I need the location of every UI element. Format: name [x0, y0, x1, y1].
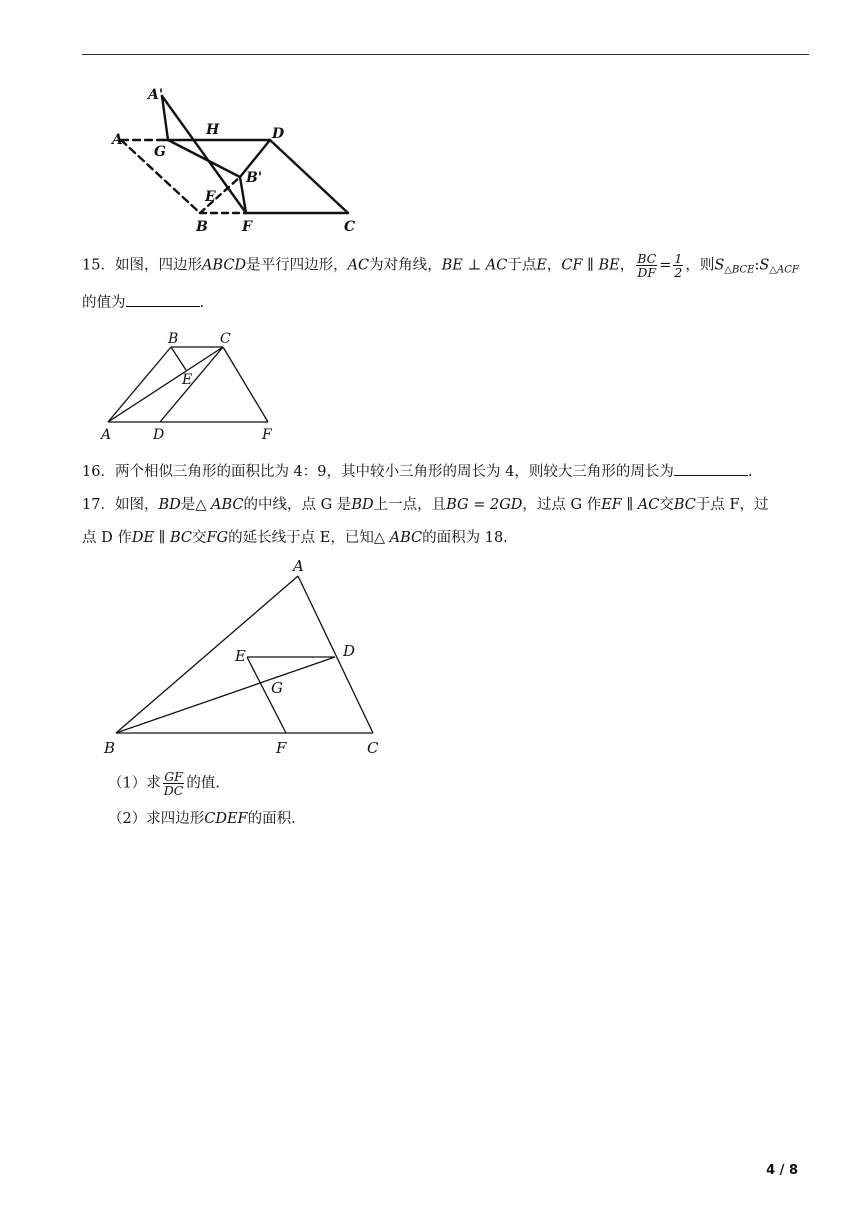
label-c: C	[344, 219, 356, 235]
label-a: A	[112, 132, 123, 148]
label-d: D	[272, 126, 285, 142]
q15-line1: 15．如图，四边形ABCD是平行四边形，AC为对角线，BE ⊥ AC于点E，CF ∥ BE， $\frac{BC}{DF}$ = $\frac{1}{2}$ ，则$S_{\triangle BCE}:S_{\triangle ACF}$	[82, 251, 799, 280]
answer-blank-q15[interactable]	[126, 292, 200, 307]
label-g: G	[271, 679, 283, 697]
answer-blank-q16[interactable]	[674, 461, 748, 476]
label-a-prime: A'	[148, 87, 164, 103]
fraction-bc-df: $\frac{BC}{DF}$	[637, 251, 657, 280]
figure-q14	[108, 82, 360, 238]
label-e: E	[182, 372, 193, 388]
label-g: G	[154, 144, 166, 160]
label-e: E	[235, 647, 246, 665]
fraction-one-half: $\frac{1}{2}$	[674, 251, 683, 280]
label-d: D	[343, 642, 356, 660]
label-d: D	[153, 427, 165, 443]
fraction-gf-dc: $\frac{GF}{DC}$	[163, 769, 184, 798]
label-b: B	[168, 331, 179, 347]
label-f: F	[276, 739, 287, 757]
q15-line2: 的值为 .	[82, 292, 204, 313]
q17-line1: 17．如图，BD是△ ABC的中线，点 G 是BD上一点，且BG = 2GD，过点 G 作EF ∥ AC交BC于点 F，过	[82, 497, 769, 513]
label-f: F	[242, 219, 252, 235]
page-number: 4 / 8	[766, 1163, 798, 1178]
q17-line2: 点 D 作DE ∥ BC交FG的延长线于点 E，已知△ ABC的面积为 18.	[82, 530, 508, 546]
figure-q17	[100, 556, 390, 762]
label-a: A	[101, 427, 112, 443]
label-c: C	[367, 739, 379, 757]
label-f: F	[262, 427, 272, 443]
label-b: B	[104, 739, 116, 757]
label-b: B	[196, 219, 208, 235]
q17-sub2: （2）求四边形CDEF的面积.	[108, 811, 296, 827]
q17-sub1: （1）求 $\frac{GF}{DC}$ 的值.	[108, 769, 220, 798]
label-c: C	[220, 331, 231, 347]
label-h: H	[206, 122, 220, 138]
header-rule	[82, 54, 809, 55]
label-b-prime: B'	[246, 170, 263, 186]
label-e: E	[205, 189, 216, 205]
label-a: A	[293, 557, 304, 575]
q16-line: 16．两个相似三角形的面积比为 4：9，其中较小三角形的周长为 4，则较大三角形的周长为 .	[82, 461, 752, 482]
figure-q15	[96, 328, 282, 444]
